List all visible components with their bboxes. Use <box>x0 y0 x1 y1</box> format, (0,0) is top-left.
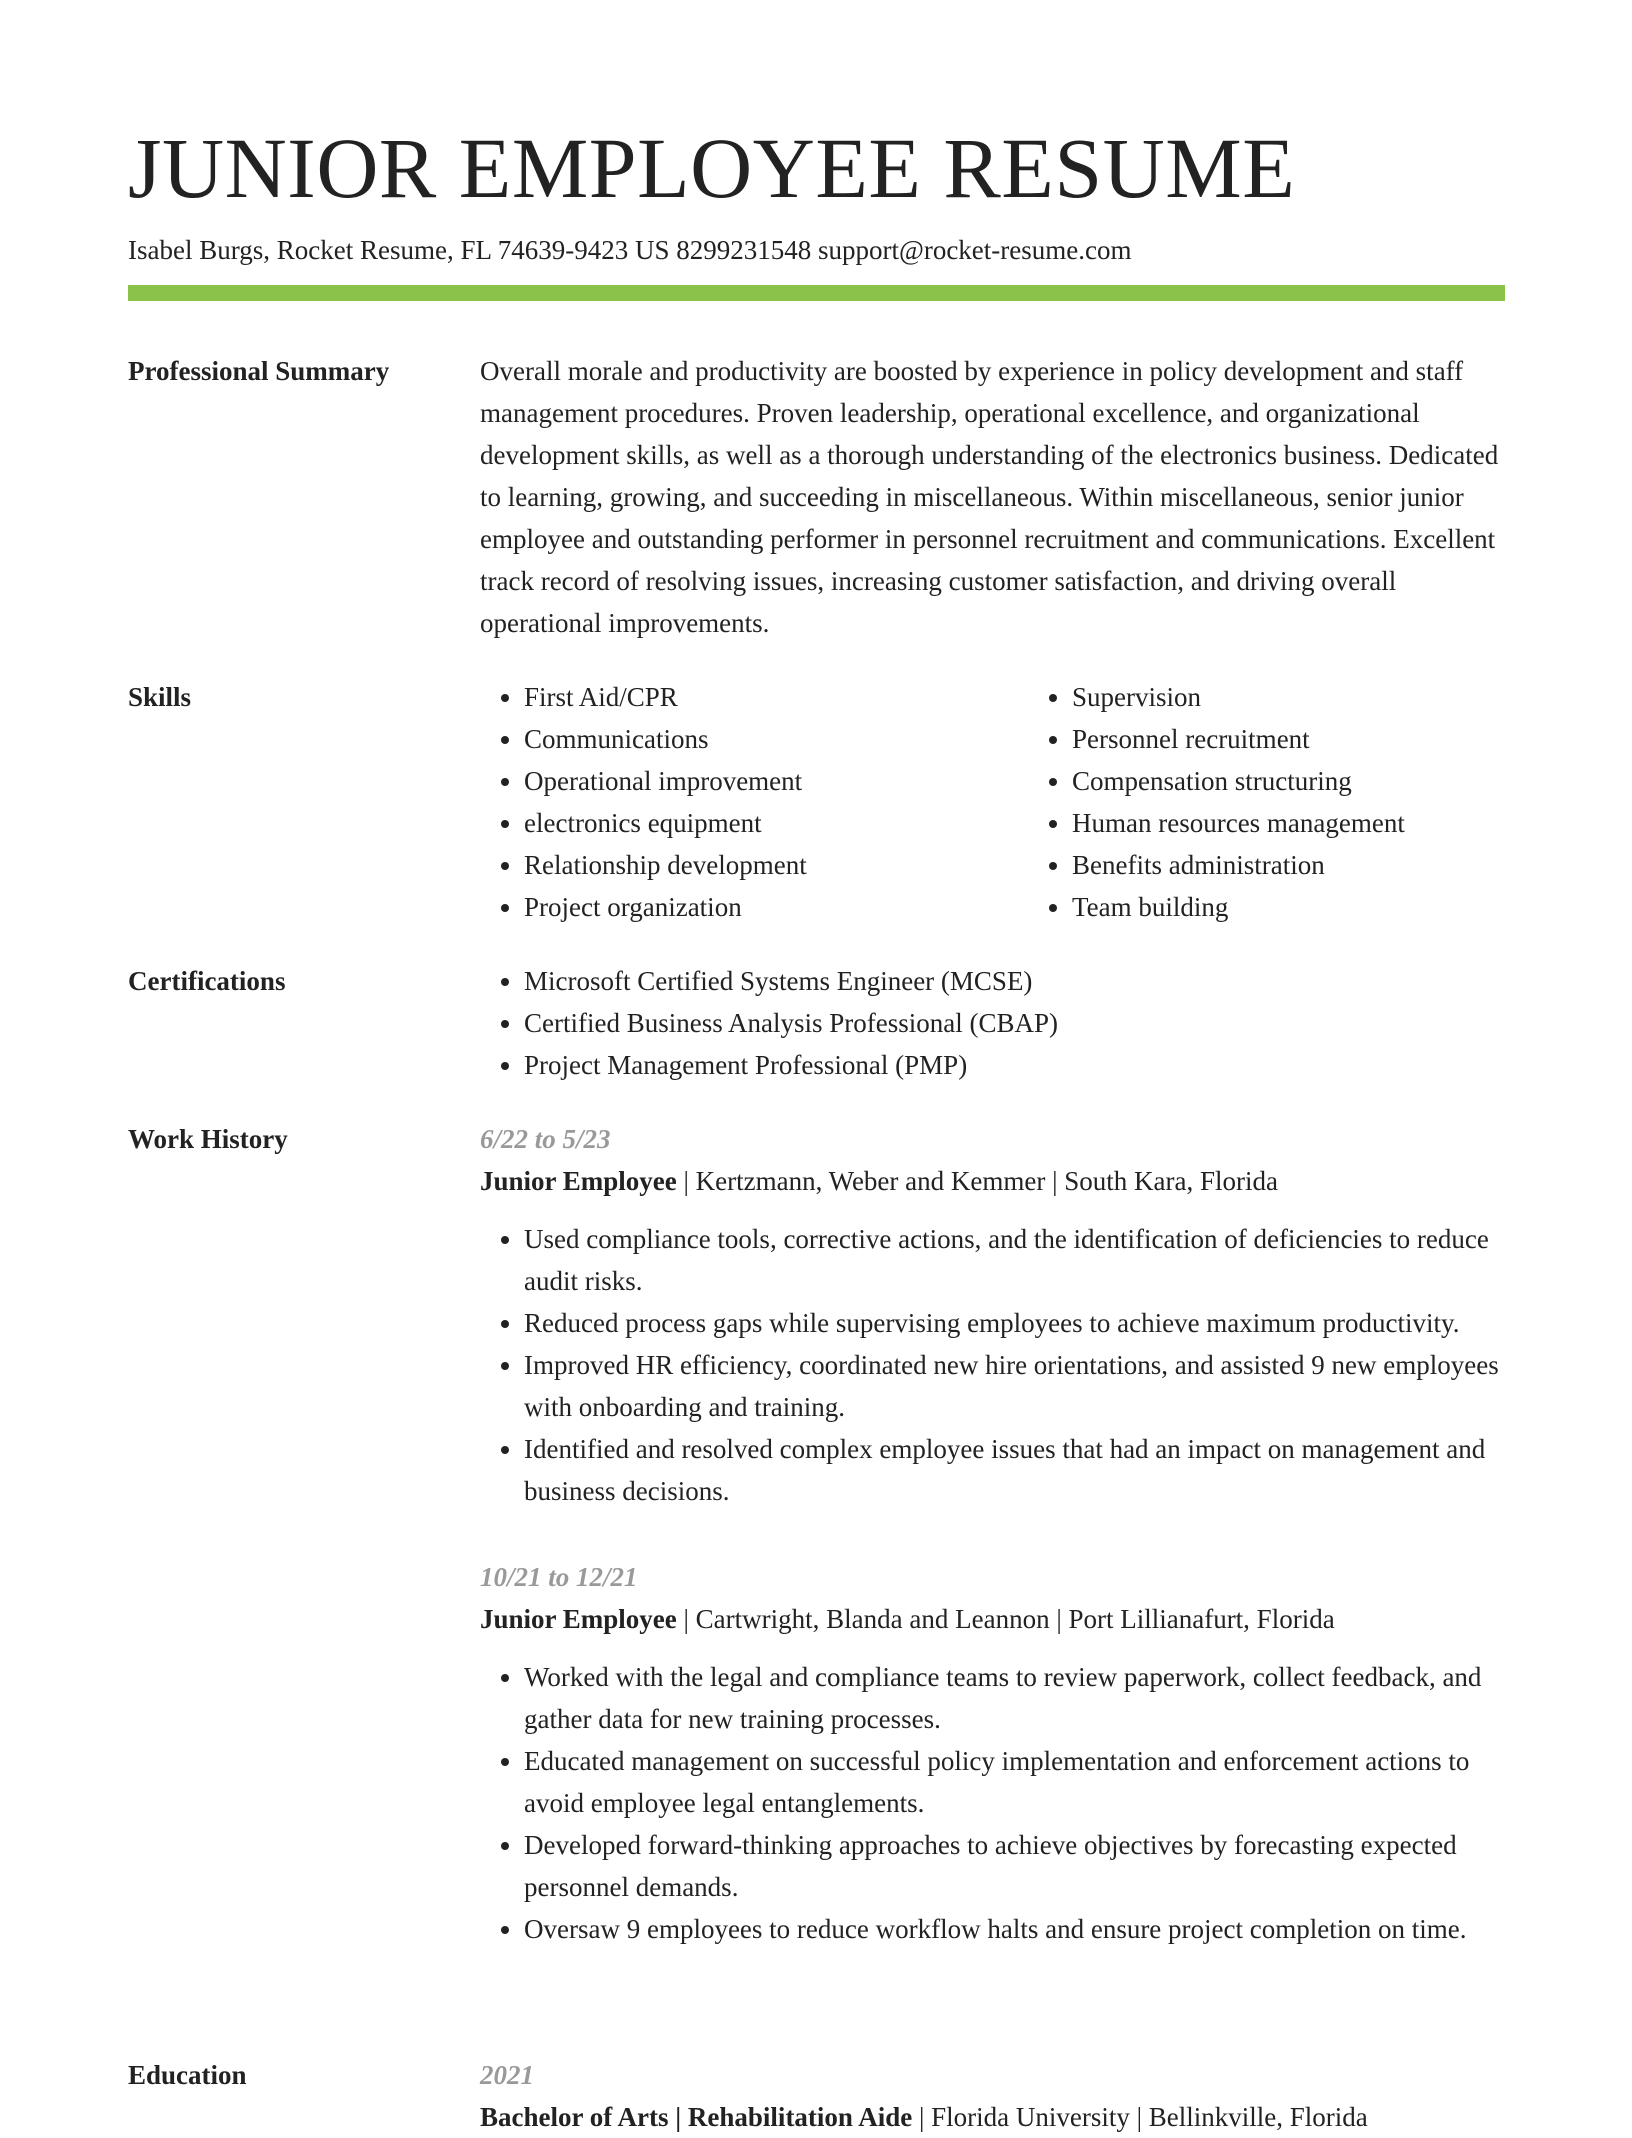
job-bullets <box>480 1656 1505 1950</box>
skills-list-left <box>480 676 984 928</box>
job-bullet: • Worked with the legal and compliance teams to review paperwork, collect feedback, and gather data for new training processes. <box>524 1656 1505 1740</box>
job-bullet: • Oversaw 9 employees to reduce workflow halts and ensure project completion on time. <box>524 1908 1505 1950</box>
resume-title: JUNIOR EMPLOYEE RESUME <box>128 120 1296 216</box>
work-history-label: Work History <box>128 1124 288 1154</box>
job-bullet: • Used compliance tools, corrective actions, and the identification of deficiencies to reduce audit risks. <box>524 1218 1505 1302</box>
education-degree: Bachelor of Arts | Rehabilitation Aide <box>480 2102 913 2132</box>
job-employer-location: | Cartwright, Blanda and Leannon | Port Lillianafurt, Florida <box>676 1604 1335 1634</box>
summary-label: Professional Summary <box>128 356 390 386</box>
skill-item: • Supervision <box>1072 676 1532 718</box>
job-entry <box>480 1118 1505 1512</box>
skill-item: • Human resources management <box>1072 802 1532 844</box>
job-bullet: • Reduced process gaps while supervising employees to achieve maximum productivity. <box>524 1302 1505 1344</box>
header-accent-rule <box>128 285 1505 301</box>
skill-item: • Communications <box>524 718 984 760</box>
skills-label: Skills <box>128 682 192 712</box>
job-heading <box>480 1160 1505 1202</box>
job-bullet: • Identified and resolved complex employee issues that had an impact on management and business decisions. <box>524 1428 1505 1512</box>
skill-item: • Compensation structuring <box>1072 760 1532 802</box>
skill-item: • Personnel recruitment <box>1072 718 1532 760</box>
skill-item: • electronics equipment <box>524 802 984 844</box>
education-heading <box>480 2096 1505 2138</box>
certification-item: • Certified Business Analysis Professional (CBAP) <box>524 1002 1505 1044</box>
education-school-location: | Florida University | Bellinkville, Florida <box>912 2102 1368 2132</box>
certification-item: • Microsoft Certified Systems Engineer (MCSE) <box>524 960 1505 1002</box>
job-date: 10/21 to 12/21 <box>480 1562 638 1592</box>
job-title: Junior Employee <box>480 1604 677 1634</box>
summary-text: Overall morale and productivity are boosted by experience in policy development and staff management procedures. Proven leadership, operational excellence, and organizational development skills, as well as a thorough understanding of the electronics business. Dedicated to learning, growing, and succeeding in miscellaneous. Within miscellaneous, senior junior employee and outstanding performer in personnel recruitment and communications. Excellent track record of resolving issues, increasing customer satisfaction, and driving overall operational improvements. <box>480 356 1499 638</box>
skill-item: • First Aid/CPR <box>524 676 984 718</box>
job-entry <box>480 1556 1505 1950</box>
job-bullet: • Educated management on successful policy implementation and enforcement actions to avoid employee legal entanglements. <box>524 1740 1505 1824</box>
certification-item: • Project Management Professional (PMP) <box>524 1044 1505 1086</box>
skill-item: • Relationship development <box>524 844 984 886</box>
job-employer-location: | Kertzmann, Weber and Kemmer | South Kara, Florida <box>676 1166 1278 1196</box>
skill-item: • Benefits administration <box>1072 844 1532 886</box>
certifications-list <box>480 960 1505 1086</box>
job-bullet: • Improved HR efficiency, coordinated new hire orientations, and assisted 9 new employees with onboarding and training. <box>524 1344 1505 1428</box>
certifications-label: Certifications <box>128 966 286 996</box>
contact-info: Isabel Burgs, Rocket Resume, FL 74639-9423 US 8299231548 support@rocket-resume.com <box>128 235 1132 265</box>
job-date: 6/22 to 5/23 <box>480 1124 611 1154</box>
skill-item: • Operational improvement <box>524 760 984 802</box>
job-bullet: • Developed forward-thinking approaches to achieve objectives by forecasting expected personnel demands. <box>524 1824 1505 1908</box>
education-date: 2021 <box>480 2060 534 2090</box>
skill-item: • Team building <box>1072 886 1532 928</box>
job-heading <box>480 1598 1505 1640</box>
education-label: Education <box>128 2060 247 2090</box>
skill-item: • Project organization <box>524 886 984 928</box>
skills-list-right <box>1028 676 1532 928</box>
job-bullets <box>480 1218 1505 1512</box>
job-title: Junior Employee <box>480 1166 677 1196</box>
